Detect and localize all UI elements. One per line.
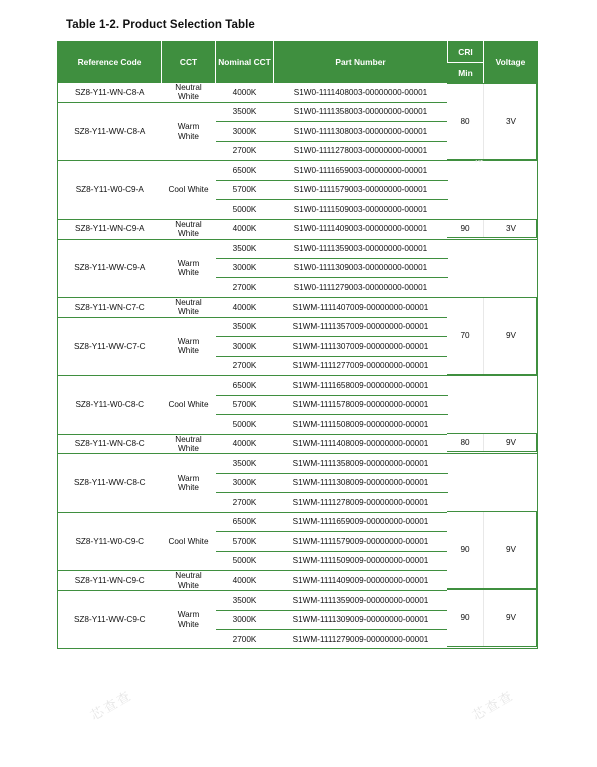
part-number-cell: S1W0-1111309003-00000000-00001 (274, 258, 448, 277)
table-row (58, 239, 538, 258)
watermark: 芯查查 (88, 688, 135, 724)
cct-cell: Warm White (177, 473, 200, 493)
nominal-cct-cell: 6500K (232, 517, 257, 527)
voltage-value: 9V (483, 298, 538, 374)
reference-code-cell: SZ8-Y11-WN-C9-C (74, 575, 145, 585)
nominal-cct-cell: 3000K (216, 610, 274, 629)
cct-cell: Neutral White (175, 297, 202, 317)
part-number-cell: S1WM-1111509009-00000000-00001 (274, 551, 448, 570)
cri-voltage-block (447, 83, 537, 161)
nominal-cct-cell: 2700K (216, 278, 274, 297)
nominal-cct-cell: 3500K (232, 244, 257, 254)
cri-min-value: 90 (460, 224, 470, 234)
cri-min-value: 70 (460, 331, 470, 341)
nominal-cct-cell: 5700K (216, 395, 274, 414)
part-number-cell: S1WM-1111278009-00000000-00001 (274, 493, 448, 512)
cri-voltage-block (447, 297, 537, 375)
part-number-cell: S1W0-1111308003-00000000-00001 (274, 122, 448, 141)
nominal-cct-cell: 2700K (216, 630, 274, 649)
reference-code-cell: SZ8-Y11-WW-C9-A (74, 263, 146, 273)
part-number-cell: S1W0-1111278003-00000000-00001 (274, 141, 448, 160)
nominal-cct-cell: 5000K (216, 200, 274, 219)
reference-code-cell: SZ8-Y11-WW-C7-C (73, 341, 146, 351)
part-number-cell: S1WM-1111579009-00000000-00001 (274, 532, 448, 551)
part-number-cell: S1WM-1111407009-00000000-00001 (292, 302, 429, 312)
cri-voltage-block (447, 219, 537, 238)
nominal-cct-cell: 3000K (216, 337, 274, 356)
reference-code-cell: SZ8-Y11-WN-C8-A (75, 87, 145, 97)
reference-code-cell: SZ8-Y11-W0-C9-C (75, 536, 145, 546)
cct-cell: Warm White (177, 610, 200, 629)
nominal-cct-cell: 2700K (216, 141, 274, 160)
table-title: Table 1-2. Product Selection Table (66, 19, 255, 31)
cct-cell: Warm White (177, 337, 200, 356)
reference-code-cell: SZ8-Y11-W0-C8-C (75, 400, 145, 410)
header-cct: CCT (162, 42, 216, 83)
part-number-cell: S1WM-1111359009-00000000-00001 (292, 595, 429, 605)
cri-min-value: 90 (460, 545, 470, 555)
nominal-cct-cell: 4000K (232, 224, 257, 234)
reference-code-cell: SZ8-Y11-WN-C9-A (75, 224, 145, 234)
part-number-cell: S1W0-1111579003-00000000-00001 (274, 180, 448, 199)
table-header (58, 42, 538, 83)
part-number-cell: S1WM-1111578009-00000000-00001 (274, 395, 448, 414)
cct-cell: Cool White (168, 400, 209, 410)
header-part-number: Part Number (274, 42, 448, 83)
nominal-cct-cell: 3000K (216, 122, 274, 141)
part-number-cell: S1WM-1111409009-00000000-00001 (292, 575, 429, 585)
nominal-cct-cell: 3500K (232, 107, 257, 117)
cri-min-value: 90 (460, 613, 470, 623)
part-number-cell: S1WM-1111358009-00000000-00001 (292, 458, 429, 468)
nominal-cct-cell: 3000K (216, 473, 274, 492)
reference-code-cell: SZ8-Y11-W0-C9-A (75, 185, 144, 195)
watermark: 芯查查 (470, 688, 517, 724)
part-number-cell: S1W0-1111408003-00000000-00001 (293, 87, 428, 97)
reference-code-cell: SZ8-Y11-WW-C8-A (74, 126, 146, 136)
nominal-cct-cell: 3500K (232, 322, 257, 332)
nominal-cct-cell: 2700K (216, 356, 274, 375)
cct-cell: Neutral White (175, 571, 202, 590)
header-cri-min: Min (448, 63, 484, 83)
part-number-cell: S1WM-1111307009-00000000-00001 (274, 337, 448, 356)
part-number-cell: S1WM-1111277009-00000000-00001 (274, 356, 448, 375)
cct-cell: Neutral White (175, 219, 202, 239)
part-number-cell: S1W0-1111509003-00000000-00001 (274, 200, 448, 219)
voltage-value: 3V (483, 84, 538, 160)
cri-voltage-block (447, 433, 537, 452)
part-number-cell: S1WM-1111658009-00000000-00001 (292, 380, 429, 390)
reference-code-cell: SZ8-Y11-WN-C8-C (74, 439, 145, 449)
reference-code-cell: SZ8-Y11-WW-C8-C (73, 478, 146, 488)
table-row (58, 376, 538, 395)
nominal-cct-cell: 3500K (232, 595, 257, 605)
nominal-cct-cell: 4000K (232, 575, 257, 585)
voltage-value: 9V (483, 590, 538, 646)
product-group (58, 376, 538, 434)
part-number-cell: S1WM-1111408009-00000000-00001 (292, 439, 429, 449)
nominal-cct-cell: 4000K (232, 439, 257, 449)
product-group (58, 239, 538, 297)
nominal-cct-cell: 6500K (232, 165, 257, 175)
header-cri: CRI (448, 42, 484, 63)
reference-code-cell: SZ8-Y11-WN-C7-C (74, 302, 145, 312)
cct-cell: Neutral White (175, 434, 202, 453)
cri-min-value: 80 (460, 438, 470, 448)
part-number-cell: S1W0-1111359003-00000000-00001 (293, 244, 428, 254)
part-number-cell: S1W0-1111358003-00000000-00001 (293, 107, 428, 117)
header-voltage: Voltage (484, 42, 538, 83)
part-number-cell: S1W0-1111409003-00000000-00001 (293, 224, 428, 234)
cct-cell: Neutral White (175, 83, 202, 102)
voltage-value: 3V (483, 220, 538, 237)
nominal-cct-cell: 2700K (216, 493, 274, 512)
cri-voltage-block (447, 511, 537, 589)
cri-voltage-block (447, 589, 537, 647)
part-number-cell: S1WM-1111659009-00000000-00001 (292, 517, 429, 527)
voltage-value: 9V (483, 512, 538, 588)
header-reference-code: Reference Code (58, 42, 162, 83)
reference-code-cell: SZ8-Y11-WW-C9-C (73, 615, 146, 625)
cct-cell: Cool White (168, 185, 209, 195)
voltage-value: 9V (483, 434, 538, 451)
nominal-cct-cell: 4000K (232, 87, 257, 97)
nominal-cct-cell: 4000K (232, 302, 257, 312)
nominal-cct-cell: 6500K (232, 380, 257, 390)
header-nominal-cct: Nominal CCT (216, 42, 274, 83)
part-number-cell: S1WM-1111309009-00000000-00001 (274, 610, 448, 629)
product-group (58, 161, 538, 219)
part-number-cell: S1WM-1111357009-00000000-00001 (292, 322, 429, 332)
nominal-cct-cell: 5000K (216, 551, 274, 570)
nominal-cct-cell: 3500K (232, 458, 257, 468)
part-number-cell: S1WM-1111279009-00000000-00001 (274, 630, 448, 649)
nominal-cct-cell: 5700K (216, 532, 274, 551)
part-number-cell: S1W0-1111659003-00000000-00001 (293, 165, 428, 175)
product-group (58, 454, 538, 512)
nominal-cct-cell: 3000K (216, 258, 274, 277)
cct-cell: Warm White (177, 122, 200, 141)
nominal-cct-cell: 5000K (216, 415, 274, 434)
table-row (58, 161, 538, 180)
part-number-cell: S1WM-1111508009-00000000-00001 (274, 415, 448, 434)
cri-min-value: 80 (460, 116, 470, 126)
table-row (58, 454, 538, 473)
part-number-cell: S1W0-1111279003-00000000-00001 (274, 278, 448, 297)
cct-cell: Cool White (168, 536, 209, 546)
nominal-cct-cell: 5700K (216, 180, 274, 199)
cct-cell: Warm White (177, 258, 200, 278)
part-number-cell: S1WM-1111308009-00000000-00001 (274, 473, 448, 492)
